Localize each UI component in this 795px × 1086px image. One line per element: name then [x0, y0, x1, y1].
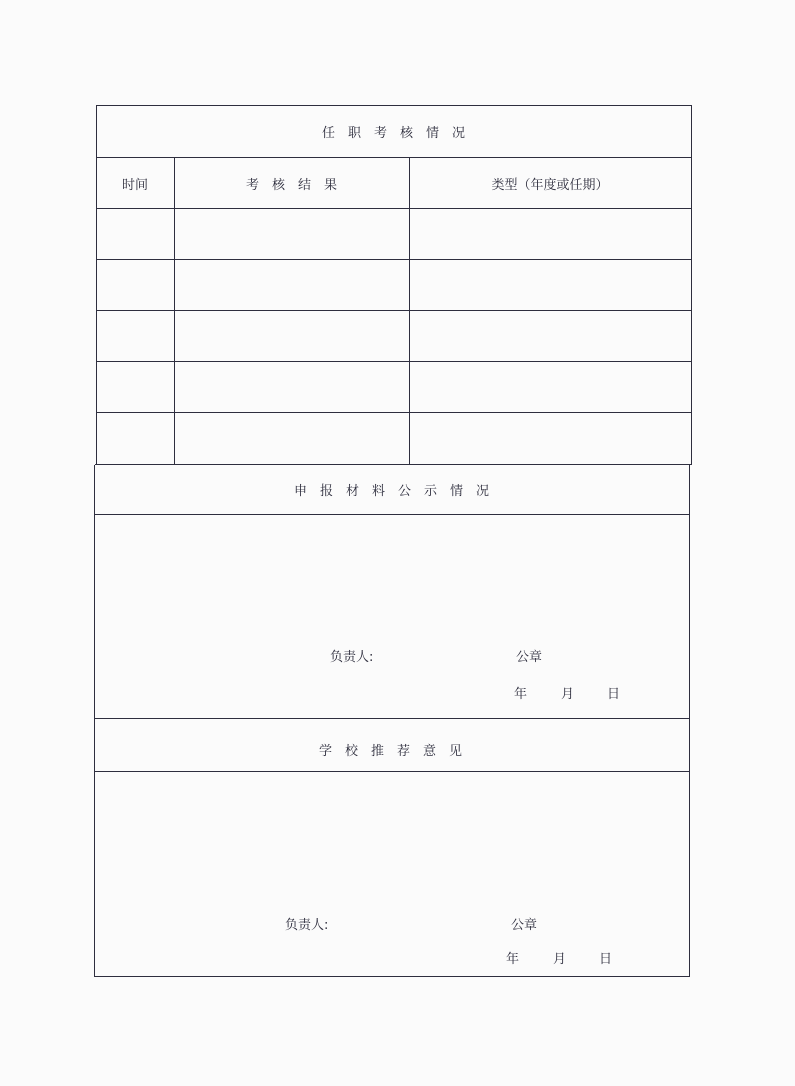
table-border-right	[689, 465, 690, 977]
recommendation-content-area[interactable]	[95, 772, 689, 902]
recommendation-seal-label: 公章	[511, 918, 538, 933]
column-header-time: 时间	[121, 178, 149, 193]
column-header-type: 类型（年度或任期）	[491, 178, 609, 193]
recommendation-title: 学校推荐意见	[318, 744, 476, 759]
publicity-date-day: 日	[607, 687, 621, 702]
publicity-title: 申报材料公示情况	[293, 484, 503, 499]
publicity-date-month: 月	[561, 687, 575, 702]
row-divider	[96, 157, 692, 158]
table-border-right	[691, 105, 692, 465]
table-row[interactable]	[97, 260, 691, 310]
recommendation-date-day: 日	[599, 952, 613, 967]
publicity-seal-label: 公章	[516, 650, 543, 665]
table-row[interactable]	[97, 362, 691, 412]
assessment-title: 任职考核情况	[321, 126, 479, 141]
recommendation-responsible-label: 负责人:	[285, 918, 329, 933]
table-row[interactable]	[97, 311, 691, 361]
row-divider	[95, 464, 691, 465]
recommendation-date-year: 年	[506, 952, 520, 967]
publicity-content-area[interactable]	[95, 515, 689, 635]
publicity-responsible-label: 负责人:	[330, 650, 374, 665]
column-header-result: 考核结果	[245, 178, 351, 193]
table-row[interactable]	[97, 209, 691, 259]
table-row[interactable]	[97, 413, 691, 464]
table-border-top	[96, 105, 692, 106]
row-divider	[94, 718, 690, 719]
table-border-bottom	[94, 976, 690, 977]
recommendation-date-month: 月	[553, 952, 567, 967]
publicity-date-year: 年	[514, 687, 528, 702]
